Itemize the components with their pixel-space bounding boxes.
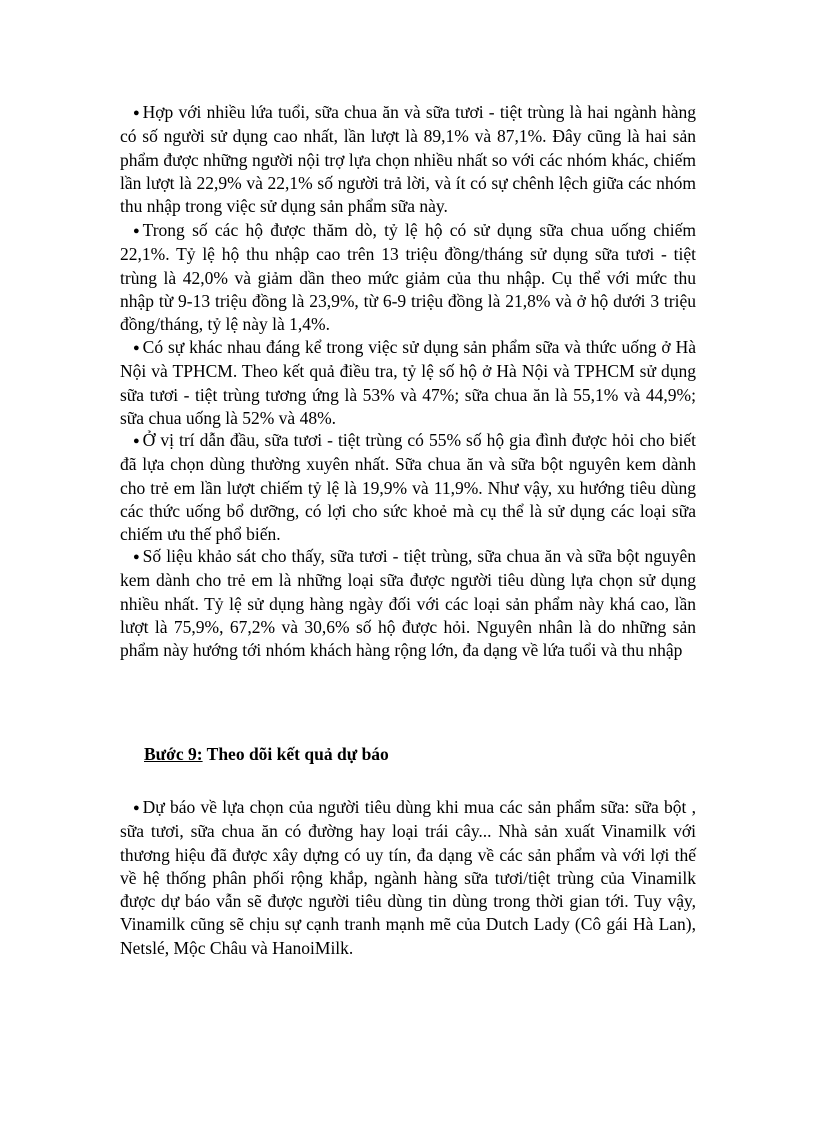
heading-step-label: Bước 9: <box>144 744 203 764</box>
heading-title: Theo dõi kết quả dự báo <box>206 744 389 764</box>
paragraph-text: Trong số các hộ được thăm dò, tỷ lệ hộ có sử dụng sữa chua uống chiếm 22,1%. Tỷ lệ hộ thu nhập cao trên 13 triệu đồng/tháng sử dụng sữa tươi - tiệt trùng là 42,0% và giảm dần theo mức giảm của thu nhập. Cụ thể với mức thu nhập từ 9-13 triệu đồng là 23,9%, từ 6-9 triệu đồng là 21,8% và ở hộ dưới 3 triệu đồng/tháng, tỷ lệ này là 1,4%. <box>120 220 696 335</box>
bullet-paragraph-hanoi-hcmc <box>120 336 696 430</box>
bullet-icon: ● <box>133 342 140 354</box>
bullet-paragraph-survey-data <box>120 545 696 662</box>
section-heading <box>144 743 389 766</box>
bullet-icon: ● <box>133 225 140 237</box>
bullet-icon: ● <box>133 802 140 814</box>
bullet-icon: ● <box>133 107 140 119</box>
bullet-paragraph-drinking-yogurt <box>120 219 696 336</box>
bullet-paragraph-leading-position <box>120 429 696 546</box>
bullet-icon: ● <box>133 435 140 447</box>
paragraph-text: Hợp với nhiều lứa tuổi, sữa chua ăn và sữa tươi - tiệt trùng là hai ngành hàng có số người sử dụng cao nhất, lần lượt là 89,1% và 87,1%. Đây cũng là hai sản phẩm được những người nội trợ lựa chọn nhiều nhất so với các nhóm khác, chiếm lần lượt là 22,9% và 22,1% số người trả lời, và ít có sự chênh lệch giữa các nhóm thu nhập trong việc sử dụng sản phẩm sữa này. <box>120 102 696 217</box>
bullet-paragraph-forecast <box>120 796 696 960</box>
paragraph-text: Ở vị trí dẫn đầu, sữa tươi - tiệt trùng có 55% số hộ gia đình được hỏi cho biết đã lựa chọn dùng thường xuyên nhất. Sữa chua ăn và sữa bột nguyên kem dành cho trẻ em lần lượt chiếm tỷ lệ là 19,9% và 11,9%. Như vậy, xu hướng tiêu dùng các thức uống bổ dưỡng, có lợi cho sức khoẻ mà cụ thể là sử dụng các loại sữa chiếm ưu thế phổ biến. <box>120 430 696 545</box>
paragraph-text: Dự báo về lựa chọn của người tiêu dùng khi mua các sản phẩm sữa: sữa bột , sữa tươi, sữa chua ăn có đường hay loại trái cây... Nhà sản xuất Vinamilk với thương hiệu đã được xây dựng có uy tín, đa dạng về các sản phẩm và với lợi thế về hệ thống phân phối rộng khắp, ngành hàng sữa tươi/tiệt trùng của Vinamilk được dự báo vẫn sẽ được người tiêu dùng tin dùng trong thời gian tới. Tuy vậy, Vinamilk cũng sẽ chịu sự cạnh tranh mạnh mẽ của Dutch Lady (Cô gái Hà Lan), Netslé, Mộc Châu và HanoiMilk. <box>120 797 696 958</box>
bullet-paragraph-usage-by-age <box>120 101 696 218</box>
bullet-icon: ● <box>133 551 140 563</box>
paragraph-text: Có sự khác nhau đáng kể trong việc sử dụng sản phẩm sữa và thức uống ở Hà Nội và TPHCM. Theo kết quả điều tra, tỷ lệ số hộ ở Hà Nội và TPHCM sử dụng sữa tươi - tiệt trùng tương ứng là 53% và 47%; sữa chua ăn là 55,1% và 44,9%; sữa chua uống là 52% và 48%. <box>120 337 696 428</box>
paragraph-text: Số liệu khảo sát cho thấy, sữa tươi - tiệt trùng, sữa chua ăn và sữa bột nguyên kem dành cho trẻ em là những loại sữa được người tiêu dùng lựa chọn sử dụng nhiều nhất. Tỷ lệ sử dụng hàng ngày đối với các loại sản phẩm này khá cao, lần lượt là 75,9%, 67,2% và 30,6% số hộ được hỏi. Nguyên nhân là do những sản phẩm này hướng tới nhóm khách hàng rộng lớn, đa dạng về lứa tuổi và thu nhập <box>120 546 696 661</box>
